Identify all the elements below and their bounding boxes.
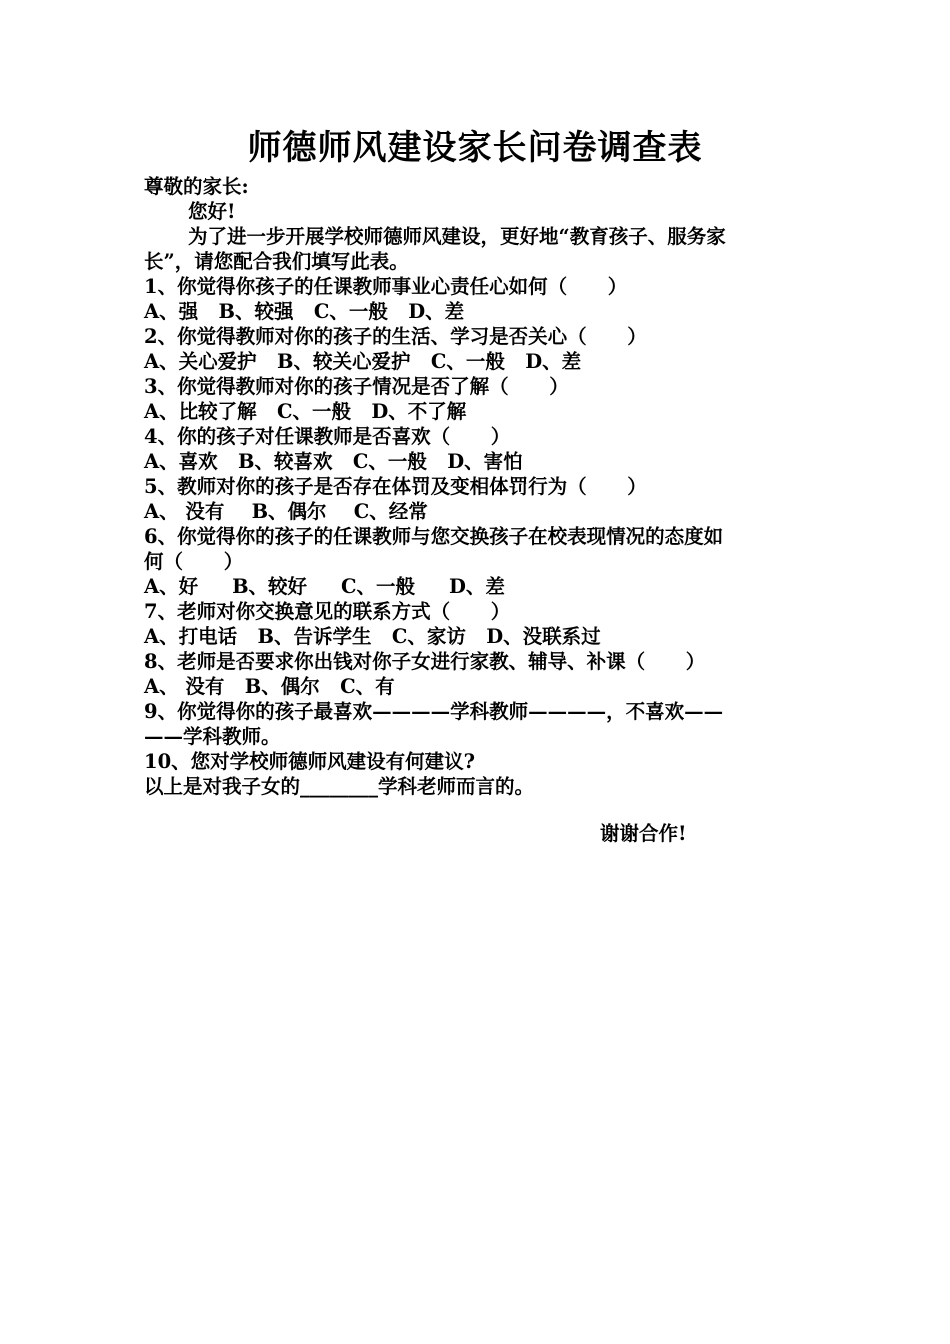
question-5-options: A、 没有 B、偶尔 C、经常 xyxy=(144,500,428,523)
question-6-options: A、好 B、较好 C、一般 D、差 xyxy=(144,575,505,598)
question-8: 8、老师是否要求你出钱对你子女进行家教、辅导、补课（ ） xyxy=(144,650,706,673)
thanks-note: 谢谢合作! xyxy=(600,822,687,845)
question-9-line-1: 9、你觉得你的孩子最喜欢————学科教师————，不喜欢—— xyxy=(144,700,724,723)
question-4: 4、你的孩子对任课教师是否喜欢（ ） xyxy=(144,425,511,448)
question-7: 7、老师对你交换意见的联系方式（ ） xyxy=(144,600,511,623)
question-6-continued: 何（ ） xyxy=(144,550,244,573)
question-3: 3、你觉得教师对你的孩子情况是否了解（ ） xyxy=(144,375,569,398)
greeting: 您好! xyxy=(188,200,236,223)
intro-line-1: 为了进一步开展学校师德师风建设，更好地“教育孩子、服务家 xyxy=(188,225,726,248)
salutation: 尊敬的家长: xyxy=(144,175,249,198)
question-7-options: A、打电话 B、告诉学生 C、家访 D、没联系过 xyxy=(144,625,601,648)
question-6: 6、你觉得你的孩子的任课教师与您交换孩子在校表现情况的态度如 xyxy=(144,525,724,548)
closing-note: 以上是对我子女的________学科老师而言的。 xyxy=(144,775,535,798)
question-2: 2、你觉得教师对你的孩子的生活、学习是否关心（ ） xyxy=(144,325,647,348)
question-2-options: A、关心爱护 B、较关心爱护 C、一般 D、差 xyxy=(144,350,582,373)
question-1: 1、你觉得你孩子的任课教师事业心责任心如何（ ） xyxy=(144,275,628,298)
page-title: 师德师风建设家长问卷调查表 xyxy=(247,128,703,168)
question-5: 5、教师对你的孩子是否存在体罚及变相体罚行为（ ） xyxy=(144,475,647,498)
questionnaire-body xyxy=(144,174,812,799)
intro-line-2: 长”，请您配合我们填写此表。 xyxy=(144,250,409,273)
question-3-options: A、比较了解 C、一般 D、不了解 xyxy=(144,400,467,423)
question-1-options: A、强 B、较强 C、一般 D、差 xyxy=(144,300,465,323)
question-4-options: A、喜欢 B、较喜欢 C、一般 D、害怕 xyxy=(144,450,523,473)
question-8-options: A、 没有 B、偶尔 C、有 xyxy=(144,675,395,698)
question-10: 10、您对学校师德师风建设有何建议? xyxy=(144,750,476,773)
question-9-line-2: ——学科教师。 xyxy=(144,725,281,748)
